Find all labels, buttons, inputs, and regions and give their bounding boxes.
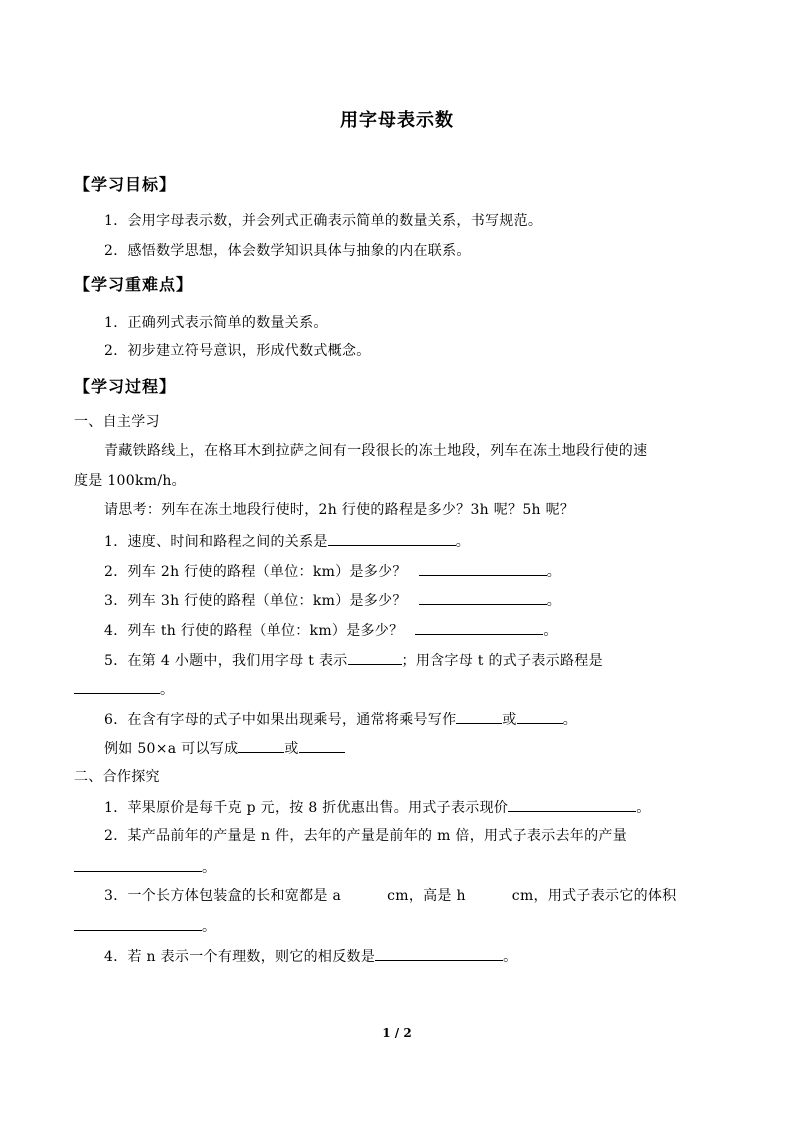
- part1-question-5: [104, 650, 603, 670]
- process-heading: 【学习过程】: [74, 377, 177, 396]
- period: 。: [546, 593, 562, 609]
- answer-blank[interactable]: [456, 709, 502, 724]
- answer-blank[interactable]: [238, 738, 284, 753]
- part1-heading: 一、自主学习: [74, 414, 160, 430]
- part1-intro-line2: 度是 100km/h。: [74, 473, 186, 489]
- objective-item-1: 1．会用字母表示数，并会列式正确表示简单的数量关系，书写规范。: [104, 213, 543, 229]
- period: 。: [160, 682, 175, 698]
- period: 。: [455, 534, 471, 550]
- part2-question-2-cont: [74, 857, 216, 877]
- key-point-item-2: 2．初步建立符号意识，形成代数式概念。: [104, 343, 371, 359]
- period: 。: [543, 623, 558, 639]
- answer-blank[interactable]: [74, 916, 202, 931]
- part2-question-3: [104, 887, 677, 905]
- period: 。: [562, 712, 578, 728]
- question-text: 3．一个长方体包装盒的长和宽都是 a: [104, 888, 342, 904]
- page-number: 1 / 2: [382, 1026, 412, 1040]
- example-text: 例如 50×a 可以写成: [104, 741, 239, 757]
- question-text: 1．速度、时间和路程之间的关系是: [104, 534, 328, 550]
- part2-heading: 二、合作探究: [74, 769, 160, 785]
- period: 。: [636, 800, 651, 816]
- answer-blank[interactable]: [419, 561, 547, 576]
- period: 。: [503, 949, 518, 965]
- part1-think-prompt: 请思考：列车在冻土地段行使时，2h 行使的路程是多少？3h 呢？5h 呢？: [104, 502, 575, 518]
- part1-question-6: [104, 709, 577, 729]
- answer-blank[interactable]: [74, 857, 202, 872]
- question-text: ；用含字母 t 的式子表示路程是: [401, 653, 603, 669]
- question-text: 1．苹果原价是每千克 p 元，按 8 折优惠出售。用式子表示现价: [104, 800, 509, 816]
- key-point-item-1: 1．正确列式表示简单的数量关系。: [104, 315, 328, 331]
- answer-blank[interactable]: [419, 590, 547, 605]
- part1-question-1: [104, 531, 470, 551]
- answer-blank[interactable]: [375, 946, 503, 961]
- part2-question-2: 2．某产品前年的产量是 n 件，去年的产量是前年的 m 倍，用式子表示去年的产量: [104, 828, 627, 844]
- part2-question-3-cont: [74, 916, 216, 936]
- answer-blank[interactable]: [508, 797, 636, 812]
- key-points-heading: 【学习重难点】: [74, 275, 194, 294]
- part2-question-4: [104, 946, 517, 966]
- question-text: 2．列车 2h 行使的路程（单位：km）是多少？: [104, 564, 407, 580]
- question-text: 或: [502, 712, 517, 728]
- question-text: cm，高是 h: [387, 888, 466, 904]
- question-text: 6．在含有字母的式子中如果出现乘号，通常将乘号写作: [104, 712, 457, 728]
- question-text: 4．列车 th 行使的路程（单位：km）是多少？: [104, 623, 404, 639]
- objective-item-2: 2．感悟数学思想，体会数学知识具体与抽象的内在联系。: [104, 243, 471, 259]
- period: 。: [202, 860, 217, 876]
- question-text: 4．若 n 表示一个有理数，则它的相反数是: [104, 949, 376, 965]
- period: 。: [202, 919, 217, 935]
- part1-question-5-cont: [74, 679, 174, 699]
- document-title: 用字母表示数: [340, 110, 454, 131]
- part1-question-4: [104, 620, 558, 640]
- answer-blank[interactable]: [299, 738, 345, 753]
- question-text: 3．列车 3h 行使的路程（单位：km）是多少？: [104, 593, 407, 609]
- example-text: 或: [284, 741, 299, 757]
- part2-question-1: [104, 797, 651, 817]
- question-text: cm，用式子表示它的体积: [511, 888, 677, 904]
- question-text: 5．在第 4 小题中，我们用字母 t 表示: [104, 653, 348, 669]
- answer-blank[interactable]: [328, 531, 456, 546]
- part1-intro-line1: 青藏铁路线上，在格耳木到拉萨之间有一段很长的冻土地段，列车在冻土地段行使的速: [104, 443, 648, 459]
- answer-blank[interactable]: [74, 679, 160, 694]
- period: 。: [546, 564, 562, 580]
- answer-blank[interactable]: [348, 650, 402, 665]
- part1-question-2: [104, 561, 561, 581]
- answer-blank[interactable]: [415, 620, 543, 635]
- answer-blank[interactable]: [517, 709, 563, 724]
- part1-example: [104, 738, 345, 758]
- objectives-heading: 【学习目标】: [74, 175, 177, 194]
- part1-question-3: [104, 590, 561, 610]
